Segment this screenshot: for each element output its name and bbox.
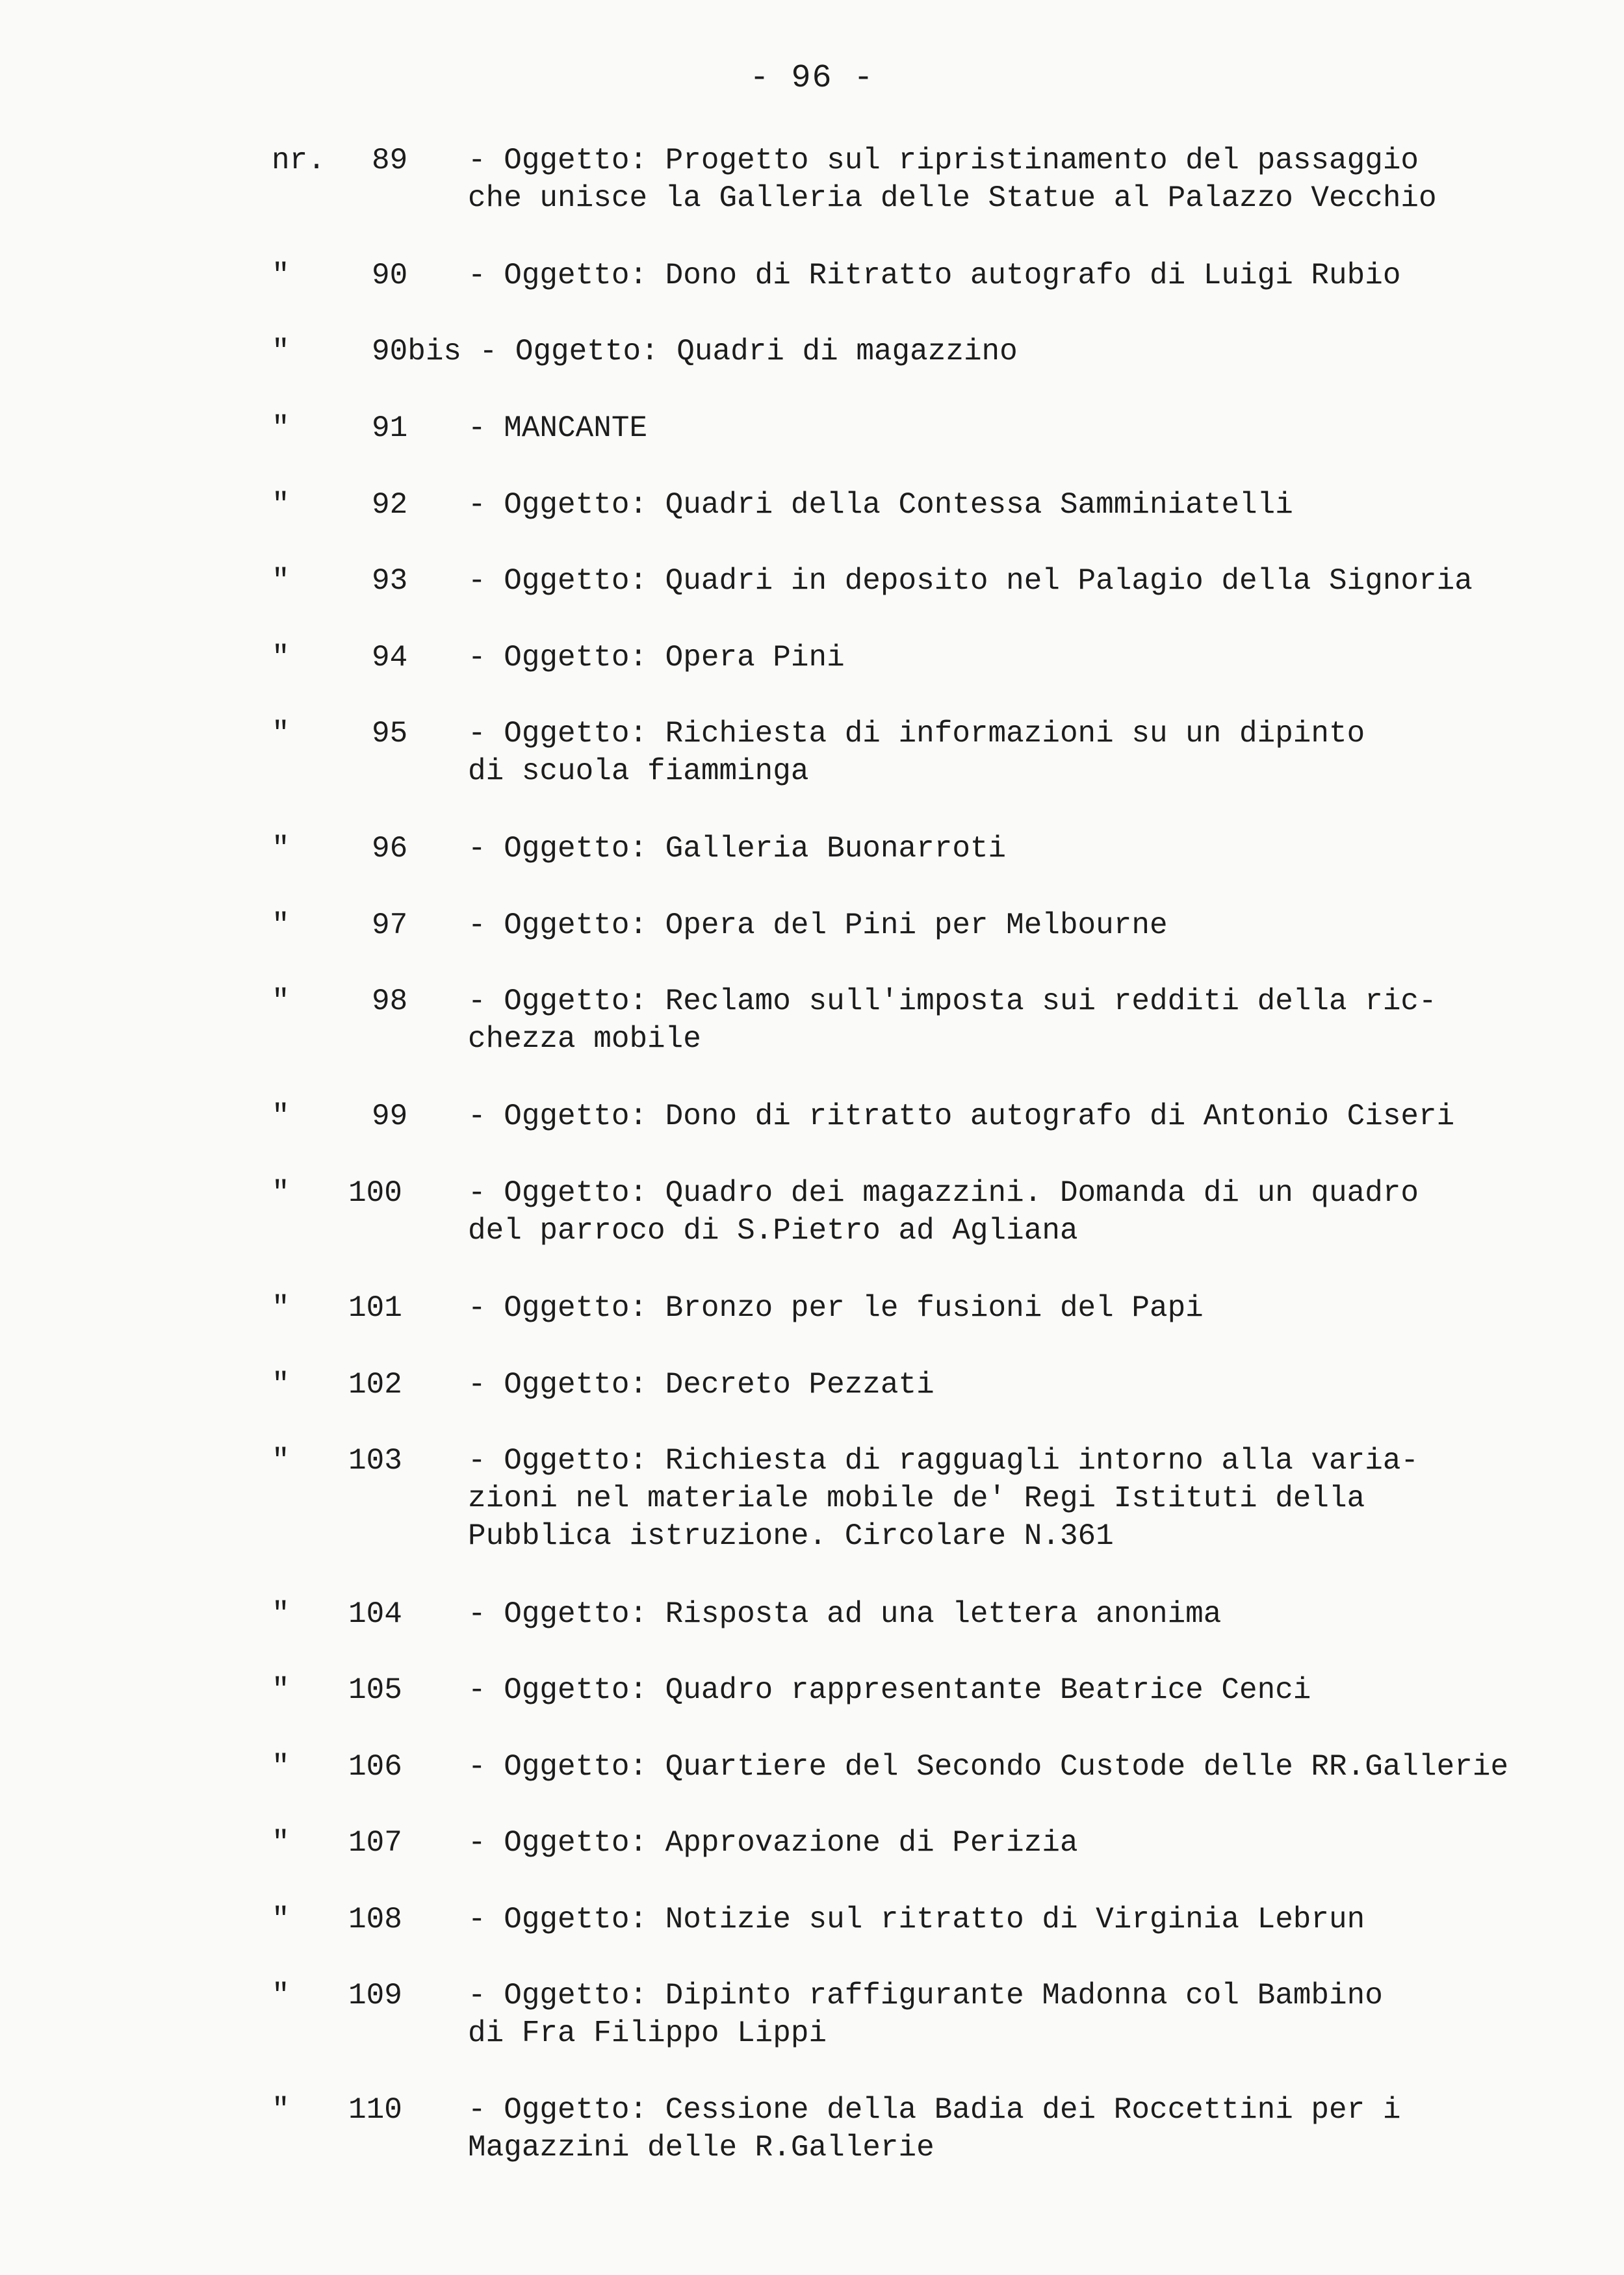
entry-prefix: " bbox=[272, 1597, 290, 1631]
entry-prefix: " bbox=[272, 1979, 290, 2012]
entry-text bbox=[468, 1174, 1419, 1250]
entry-line: - Oggetto: Bronzo per le fusioni del Papi bbox=[468, 1291, 1204, 1325]
entry-number: 98 bbox=[372, 984, 408, 1018]
entry-number: 105 bbox=[348, 1673, 402, 1707]
entry-line: - Oggetto: Quadri della Contessa Samminiatelli bbox=[468, 488, 1293, 522]
entry-number: 95 bbox=[372, 717, 408, 751]
entry-line: - Oggetto: Decreto Pezzati bbox=[468, 1368, 934, 1402]
entry-text bbox=[468, 1901, 1365, 1938]
entry-number: 109 bbox=[348, 1979, 402, 2012]
entry-number: 99 bbox=[372, 1099, 408, 1133]
entry-prefix: " bbox=[272, 2093, 290, 2127]
entry-number: 100 bbox=[348, 1176, 402, 1210]
entry-number: 106 bbox=[348, 1750, 402, 1784]
entry-line: Magazzini delle R.Gallerie bbox=[468, 2131, 934, 2165]
entry-number: 89 bbox=[372, 144, 408, 177]
entry-prefix: " bbox=[272, 641, 290, 675]
entry-line: - Oggetto: Quadro rappresentante Beatrice Cenci bbox=[468, 1673, 1311, 1707]
entry-prefix: " bbox=[272, 1099, 290, 1133]
entry-line: - Oggetto: Reclamo sull'imposta sui redditi della ric- bbox=[468, 984, 1437, 1018]
entry-number: 90 bbox=[372, 259, 408, 292]
entry-number: 94 bbox=[372, 641, 408, 675]
entry-prefix: " bbox=[272, 335, 290, 368]
entry-text bbox=[468, 715, 1365, 790]
entry-text bbox=[372, 333, 1018, 370]
entry-line: - MANCANTE bbox=[468, 411, 648, 445]
entry-prefix: " bbox=[272, 1444, 290, 1478]
entry-prefix: " bbox=[272, 1176, 290, 1210]
entry-number: 97 bbox=[372, 908, 408, 942]
entry-prefix: " bbox=[272, 259, 290, 292]
entry-prefix: " bbox=[272, 908, 290, 942]
entry-line: 90bis - Oggetto: Quadri di magazzino bbox=[372, 335, 1018, 368]
entry-text bbox=[468, 562, 1473, 600]
entry-prefix: " bbox=[272, 1368, 290, 1402]
entry-prefix: " bbox=[272, 488, 290, 522]
entry-line: - Oggetto: Opera Pini bbox=[468, 641, 845, 675]
entry-text bbox=[468, 1977, 1383, 2052]
entry-line: - Oggetto: Dipinto raffigurante Madonna col Bambino bbox=[468, 1979, 1383, 2012]
entry-line: - Oggetto: Quadro dei magazzini. Domanda di un quadro bbox=[468, 1176, 1419, 1210]
entry-line: - Oggetto: Risposta ad una lettera anonima bbox=[468, 1597, 1222, 1631]
entry-line: - Oggetto: Opera del Pini per Melbourne bbox=[468, 908, 1168, 942]
entry-line: del parroco di S.Pietro ad Agliana bbox=[468, 1214, 1078, 1248]
entry-line: che unisce la Galleria delle Statue al Palazzo Vecchio bbox=[468, 181, 1437, 215]
entry-text bbox=[468, 1366, 934, 1404]
entry-line: - Oggetto: Dono di Ritratto autografo di Luigi Rubio bbox=[468, 259, 1401, 292]
entry-number: 110 bbox=[348, 2093, 402, 2127]
entry-text bbox=[468, 142, 1437, 217]
entry-number: 91 bbox=[372, 411, 408, 445]
entry-line: - Oggetto: Progetto sul ripristinamento del passaggio bbox=[468, 144, 1419, 177]
entry-text bbox=[468, 1442, 1419, 1555]
entry-line: - Oggetto: Cessione della Badia dei Roccettini per i bbox=[468, 2093, 1401, 2127]
entry-text bbox=[468, 639, 845, 676]
entry-line: - Oggetto: Dono di ritratto autografo di Antonio Ciseri bbox=[468, 1099, 1455, 1133]
entry-number: 92 bbox=[372, 488, 408, 522]
entry-prefix: " bbox=[272, 1826, 290, 1860]
entry-line: - Oggetto: Quartiere del Secondo Custode delle RR.Gallerie bbox=[468, 1750, 1509, 1784]
entry-text bbox=[468, 1595, 1221, 1633]
page-number: - 96 - bbox=[749, 60, 875, 97]
entry-text bbox=[468, 1098, 1454, 1135]
entry-line: - Oggetto: Notizie sul ritratto di Virginia Lebrun bbox=[468, 1903, 1365, 1936]
entry-prefix: " bbox=[272, 1673, 290, 1707]
entry-text bbox=[468, 1824, 1078, 1862]
entry-line: di Fra Filippo Lippi bbox=[468, 2016, 827, 2050]
entry-text bbox=[468, 1289, 1204, 1327]
entry-prefix: " bbox=[272, 564, 290, 598]
entry-text bbox=[468, 830, 1006, 868]
entry-line: - Oggetto: Approvazione di Perizia bbox=[468, 1826, 1078, 1860]
entry-number: 93 bbox=[372, 564, 408, 598]
entry-line: chezza mobile bbox=[468, 1022, 701, 1056]
entry-text bbox=[468, 1748, 1508, 1786]
entry-number: 107 bbox=[348, 1826, 402, 1860]
entry-line: zioni nel materiale mobile de' Regi Istituti della bbox=[468, 1482, 1365, 1515]
entry-text bbox=[468, 1671, 1311, 1709]
entry-prefix: " bbox=[272, 1903, 290, 1936]
entry-text bbox=[468, 906, 1168, 944]
entry-prefix: " bbox=[272, 1291, 290, 1325]
entry-prefix: " bbox=[272, 411, 290, 445]
entry-line: - Oggetto: Richiesta di informazioni su un dipinto bbox=[468, 717, 1365, 751]
entry-number: 102 bbox=[348, 1368, 402, 1402]
entry-prefix: " bbox=[272, 717, 290, 751]
entry-text bbox=[468, 409, 647, 447]
entry-text bbox=[468, 257, 1400, 294]
entry-number: 103 bbox=[348, 1444, 402, 1478]
entry-number: 96 bbox=[372, 832, 408, 866]
entry-line: - Oggetto: Quadri in deposito nel Palagio della Signoria bbox=[468, 564, 1473, 598]
entry-prefix: " bbox=[272, 1750, 290, 1784]
entry-line: di scuola fiamminga bbox=[468, 754, 809, 788]
entry-text bbox=[468, 486, 1293, 524]
entry-text bbox=[468, 983, 1437, 1058]
entry-number: 108 bbox=[348, 1903, 402, 1936]
entry-line: Pubblica istruzione. Circolare N.361 bbox=[468, 1519, 1114, 1553]
entry-number: 101 bbox=[348, 1291, 402, 1325]
entry-prefix: " bbox=[272, 984, 290, 1018]
entry-prefix: " bbox=[272, 832, 290, 866]
entry-prefix: nr. bbox=[272, 144, 326, 177]
entry-line: - Oggetto: Richiesta di ragguagli intorno alla varia- bbox=[468, 1444, 1419, 1478]
entry-number: 104 bbox=[348, 1597, 402, 1631]
entry-line: - Oggetto: Galleria Buonarroti bbox=[468, 832, 1007, 866]
entry-text bbox=[468, 2091, 1400, 2166]
